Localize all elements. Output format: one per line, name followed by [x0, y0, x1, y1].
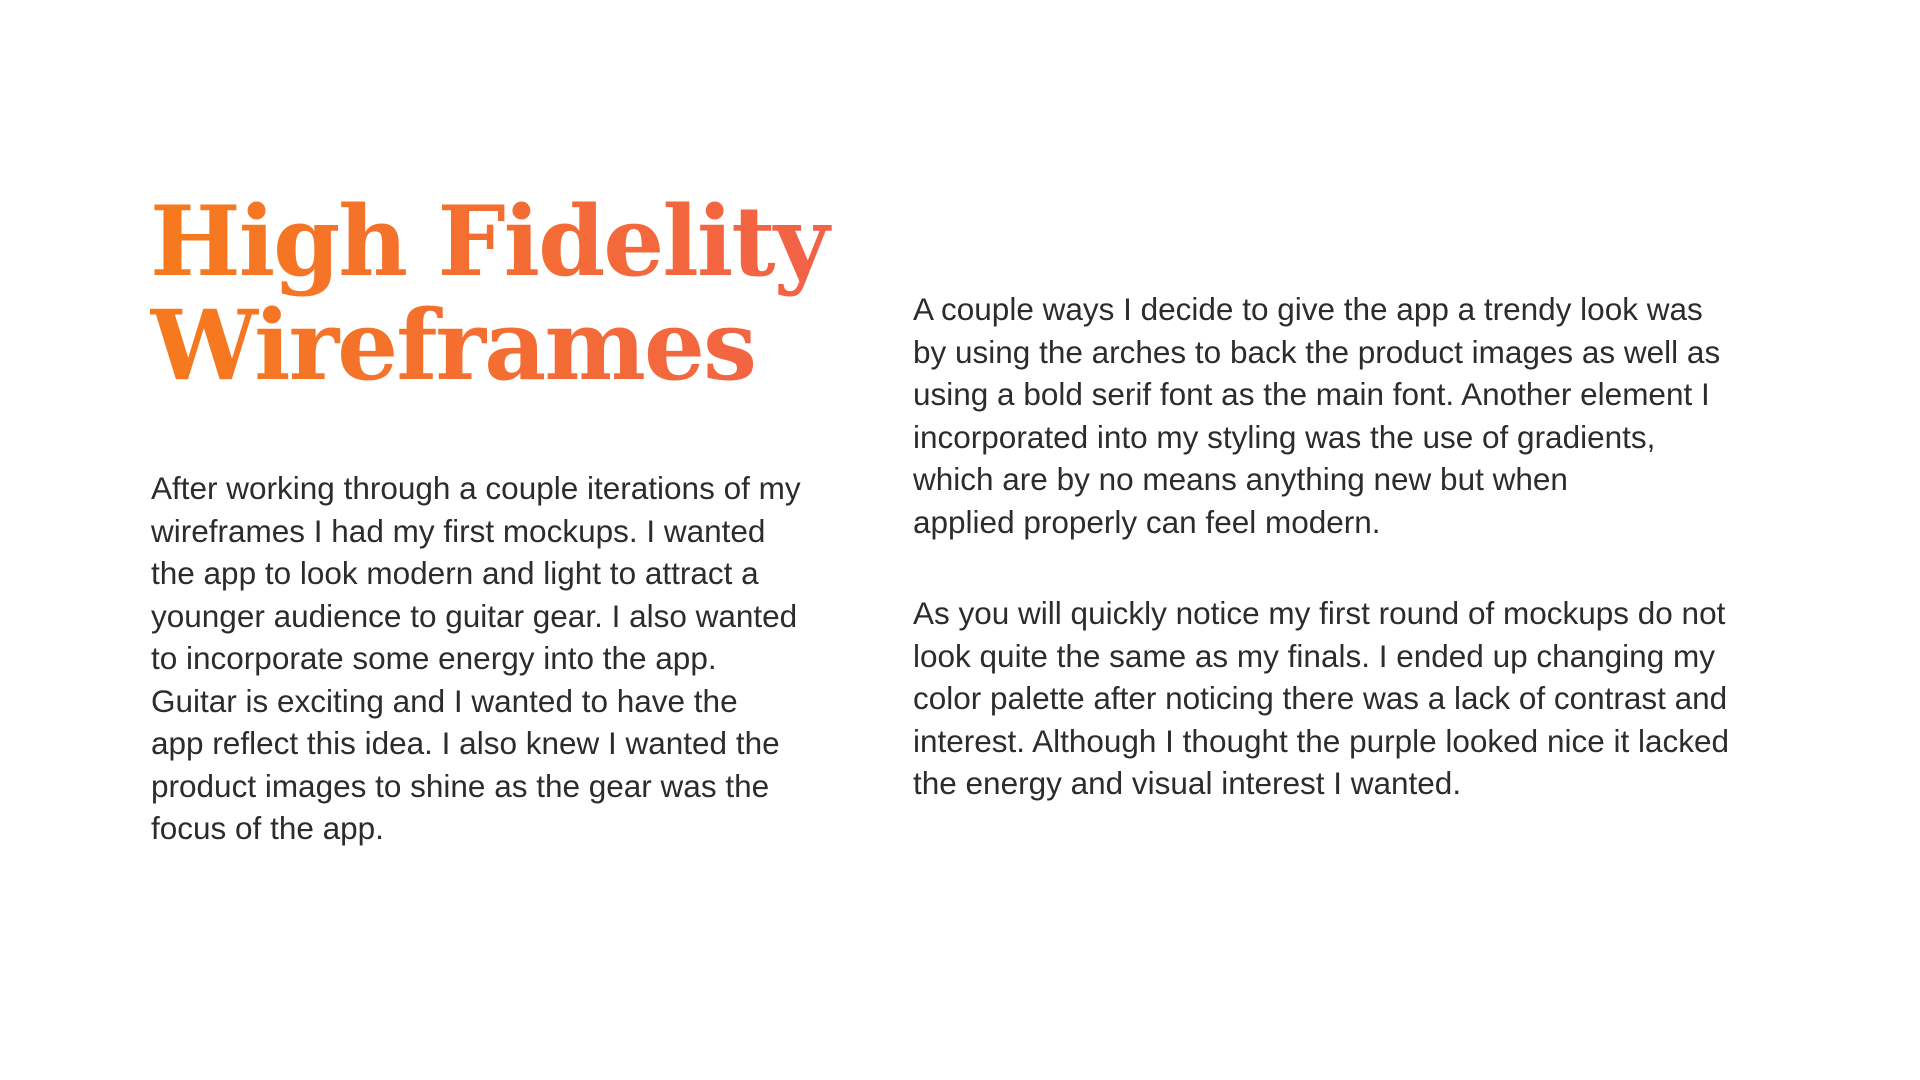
right-paragraph-1: A couple ways I decide to give the app a trendy look was by using the arches to back the product images as well as using a bold serif font as the main font. Another element I incorporated into my styling was the use of gradients, which are by no means anything new but when applied properly can feel modern. [913, 291, 1721, 540]
right-paragraph-2: As you will quickly notice my first round of mockups do not look quite the same as my finals. I ended up changing my color palette after noticing there was a lack of contrast and interest. Although I thought the purple looked nice it lacked the energy and visual interest I wanted. [913, 595, 1730, 801]
slide-title-line-2: Wireframes [150, 289, 756, 402]
slide-title-line-1: High Fidelity [150, 185, 828, 298]
slide-title [150, 185, 870, 402]
left-paragraph: After working through a couple iterations of my wireframes I had my first mockups. I wanted the app to look modern and light to attract a younger audience to guitar gear. I also wanted to incorporate some energy into the app. Guitar is exciting and I wanted to have the app reflect this idea. I also knew I wanted the product images to shine as the gear was the focus of the app. [151, 470, 801, 846]
